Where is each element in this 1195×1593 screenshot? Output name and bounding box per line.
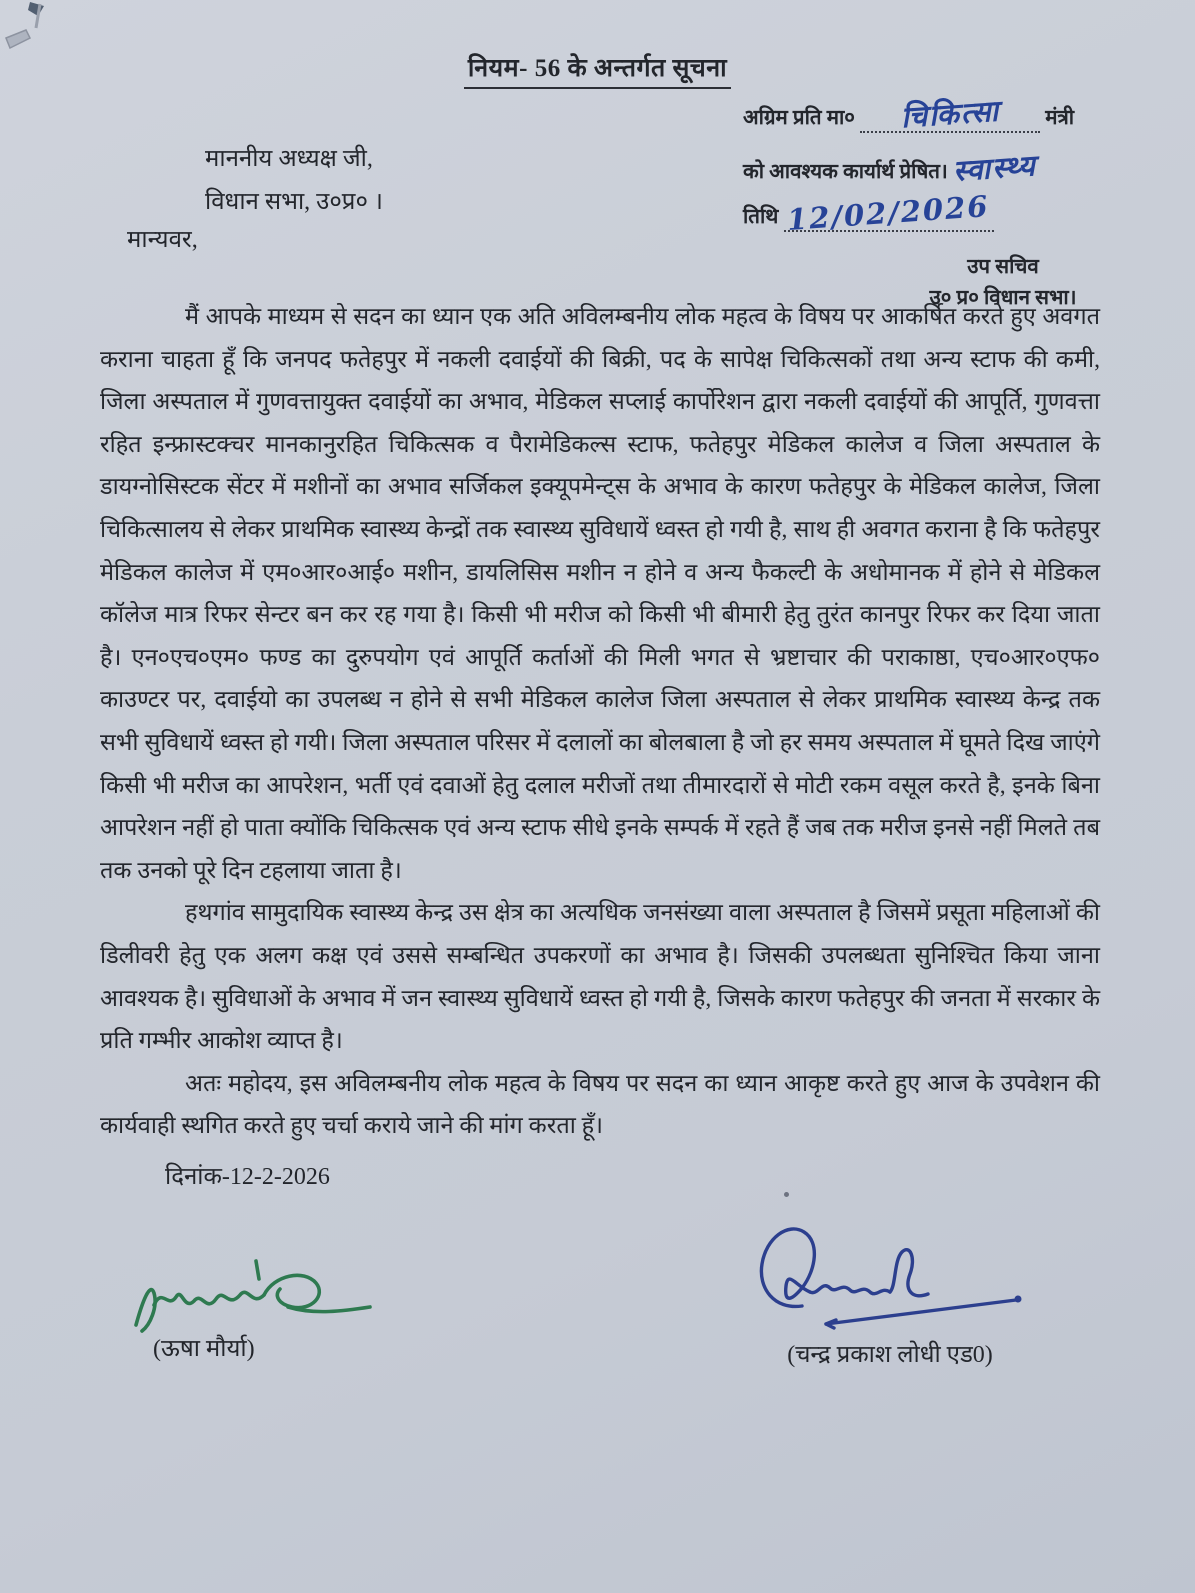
body-paragraph-1: मैं आपके माध्यम से सदन का ध्यान एक अति अविलम्बनीय लोक महत्व के विषय पर आकर्षित करते हुए अवगत कराना चाहता हूँ कि जनपद फतेहपुर में नकली दवाईयों की बिक्री, पद के सापेक्ष चिकित्सकों तथा अन्य स्टाफ की कमी, जिला अस्पताल में गुणवत्तायुक्त दवाईयों का अभाव, मेडिकल सप्लाई कार्पोरेशन द्वारा नकली दवाईयों की आपूर्ति, गुणवत्ता रहित इन्फ्रास्टक्चर मानकानुरहित चिकित्सक व पैरामेडिकल्स स्टाफ, फतेहपुर मेडिकल कालेज व जिला अस्पताल के डायग्नोसिस्टक सेंटर में मशीनों का अभाव सर्जिकल इक्यूपमेन्ट्स के अभाव के कारण फतेहपुर के मेडिकल कालेज, जिला चिकित्सालय से लेकर प्राथमिक स्वास्थ्य केन्द्रों तक स्वास्थ्य सुविधायें ध्वस्त हो गयी है, साथ ही अवगत कराना है कि फतेहपुर मेडिकल कालेज में एम०आर०आई० मशीन, डायलिसिस मशीन न होने व अन्य फैकल्टी के अधोमानक में होने से मेडिकल कॉलेज मात्र रिफर सेन्टर बन कर रह गया है। किसी भी मरीज को किसी भी बीमारी हेतु तुरंत कानपुर रिफर कर दिया जाता है। एन०एच०एम० फण्ड का दुरुपयोग एवं आपूर्ति कर्ताओं की मिली भगत से भ्रष्टाचार की पराकाष्ठा, एच०आर०एफ० काउण्टर पर, दवाईयो का उपलब्ध न होने से सभी मेडिकल कालेज जिला अस्पताल से लेकर प्राथमिक स्वास्थ्य केन्द्र तक सभी सुविधायें ध्वस्त हो गयी। जिला अस्पताल परिसर में दलालों का बोलबाला है जो हर समय अस्पताल में घूमते दिख जाएंगे किसी भी मरीज का आपरेशन, भर्ती एवं दवाओं हेतु दलाल मरीजों तथा तीमारदारों से मोटी रकम वसूल करते है, इनके बिना आपरेशन नहीं हो पाता क्योंकि चिकित्सक एवं अन्य स्टाफ सीधे इनके सम्पर्क में रहते हैं जब तक मरीज इनसे नहीं मिलते तब तक उनको पूरे दिन टहलाया जाता है।: [100, 304, 1101, 884]
ink-speck: [784, 1192, 789, 1197]
recipient-line-1: माननीय अध्यक्ष जी,: [205, 146, 373, 172]
handwritten-date: 12/02/2026: [786, 188, 991, 238]
forwarding-date-label: तिथि: [743, 206, 779, 228]
forwarding-line1-prefix: अग्रिम प्रति मा०: [743, 107, 855, 129]
signature-left-ink: [128, 1245, 378, 1340]
signatory-org: उ० प्र० विधान सभा।: [929, 286, 1077, 309]
forwarding-line2-text: को आवश्यक कार्यार्थ प्रेषित।: [743, 161, 948, 183]
signatory-title: उप सचिव: [967, 256, 1039, 278]
date-line: दिनांक-12-2-2026: [165, 1163, 330, 1190]
signature-left-block: [128, 1245, 388, 1364]
forwarding-line-3: [743, 188, 1173, 238]
letter-title: नियम- 56 के अन्तर्गत सूचना: [464, 50, 731, 89]
handwritten-minister-name: चिकित्सा: [899, 93, 1001, 135]
signature-left-name: (ऊषा मौर्या): [153, 1336, 255, 1362]
forwarding-line-1: [743, 93, 1173, 139]
forwarding-line1-suffix: मंत्री: [1045, 107, 1075, 129]
forwarding-note: [743, 93, 1173, 314]
signature-right-name: (चन्द्र प्रकाश लोधी एड0): [787, 1342, 993, 1368]
salutation: मान्यवर,: [127, 227, 198, 253]
handwritten-department: स्वास्थ्य: [951, 148, 1038, 188]
signature-right-block: [725, 1208, 1055, 1370]
forwarding-line-2: [743, 139, 1173, 197]
forwarding-date-blank: [784, 188, 994, 238]
recipient-line-2: विधान सभा, उ०प्र० ।: [205, 189, 384, 216]
body-paragraph-2: हथगांव सामुदायिक स्वास्थ्य केन्द्र उस क्षेत्र का अत्यधिक जनसंख्या वाला अस्पताल है जिसमें प्रसूता महिलाओं की डिलीवरी हेतु एक अलग कक्ष एवं उससे सम्बन्धित उपकरणों का अभाव है। जिसकी उपलब्धता सुनिश्चित किया जाना आवश्यक है। सुविधाओं के अभाव में जन स्वास्थ्य सुविधायें ध्वस्त हो गयी है, जिसके कारण फतेहपुर की जनता में सरकार के प्रति गम्भीर आकोश व्याप्त है।: [100, 900, 1100, 1055]
letter-body: [100, 296, 1100, 1198]
letter-title-wrap: [0, 50, 1195, 89]
forwarding-blank-minister: [860, 93, 1040, 135]
recipient-block: [205, 138, 383, 224]
body-paragraph-3: अतः महोदय, इस अविलम्बनीय लोक महत्व के विषय पर सदन का ध्यान आकृष्ट करते हुए आज के उपवेशन की कार्यवाही स्थगित करते हुए चर्चा कराये जाने की मांग करता हूँ।: [100, 1070, 1100, 1140]
signature-right-ink: [730, 1208, 1050, 1338]
